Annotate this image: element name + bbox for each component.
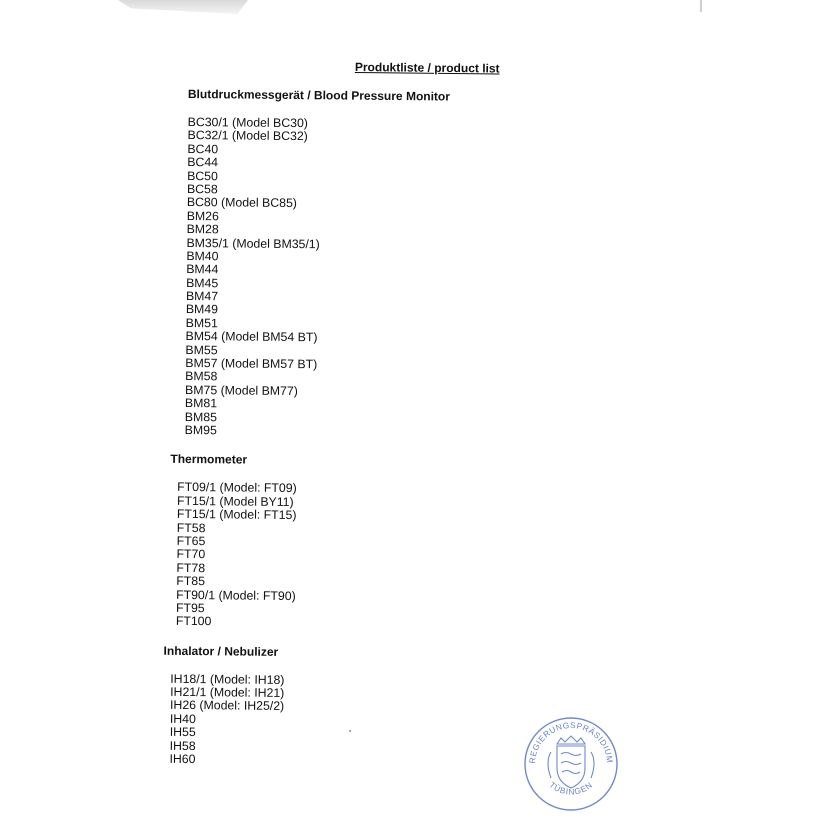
product-item: BM40	[186, 248, 219, 264]
product-item: BM45	[186, 275, 219, 290]
stamp-seal	[521, 712, 621, 812]
product-list	[176, 481, 544, 632]
product-item: BM58	[185, 369, 218, 384]
product-item: FT85	[176, 574, 206, 589]
product-list-content	[163, 86, 548, 784]
product-item: IH60	[169, 751, 196, 767]
section-thermometer	[170, 451, 545, 632]
product-item: FT95	[175, 600, 205, 616]
section-heading: Thermometer	[170, 452, 248, 467]
product-item: BM95	[184, 422, 217, 438]
scan-edge-mark	[700, 0, 702, 12]
product-item: BM47	[185, 289, 219, 304]
product-item: BM55	[185, 342, 218, 357]
product-item: IH55	[169, 725, 196, 740]
section-heading: Inhalator / Nebulizer	[163, 643, 279, 659]
product-item: FT15/1 (Model: FT15)	[176, 507, 297, 523]
stamp-top-text: REGIERUNGSPRÄSIDIUM	[527, 720, 615, 764]
product-item: BM26	[186, 208, 219, 224]
product-list	[169, 673, 542, 770]
product-item: BC44	[187, 155, 219, 170]
section-blood-pressure	[185, 86, 548, 441]
product-item: BM75 (Model BM77)	[185, 382, 298, 398]
product-item: BC30/1 (Model BC30)	[187, 114, 309, 131]
product-item: BM35/1 (Model BM35/1)	[186, 235, 320, 251]
product-item: BM81	[184, 396, 218, 411]
product-item: FT70	[176, 547, 206, 562]
product-item: FT100	[175, 614, 212, 629]
product-list	[185, 116, 548, 441]
product-item: FT09/1 (Model: FT09)	[177, 480, 297, 496]
product-item: BM44	[186, 262, 219, 277]
document-title: Produktliste / product list	[354, 60, 500, 76]
scan-corner-shadow	[118, 0, 248, 14]
official-stamp	[521, 712, 621, 812]
product-item: IH40	[169, 711, 196, 726]
section-inhalator	[163, 643, 542, 770]
product-item: BC40	[187, 141, 219, 157]
section-heading: Blutdruckmessgerät / Blood Pressure Monitor	[187, 86, 451, 104]
product-item: FT15/1 (Model BY11)	[176, 493, 294, 509]
product-item: BC32/1 (Model BC32)	[187, 128, 308, 144]
product-item: BC80 (Model BC85)	[186, 195, 297, 211]
product-item: BM54 (Model BM54 BT)	[185, 329, 318, 345]
product-item: FT65	[176, 533, 206, 549]
product-item: BM28	[186, 222, 219, 237]
product-item: BM49	[185, 302, 219, 317]
stamp-bottom-text: TÜBINGEN	[547, 780, 595, 797]
product-item: IH58	[169, 738, 196, 753]
product-item: IH18/1 (Model: IH18)	[170, 671, 285, 687]
product-item: BM85	[184, 409, 218, 424]
product-item: FT58	[176, 520, 206, 535]
coat-of-arms-icon	[548, 736, 594, 788]
product-item: BC50	[187, 168, 218, 183]
scan-speck	[349, 730, 351, 732]
product-item: IH21/1 (Model: IH21)	[170, 684, 285, 701]
product-item: BM51	[185, 315, 218, 331]
product-item: IH26 (Model: IH25/2)	[169, 698, 285, 714]
product-item: FT90/1 (Model: FT90)	[176, 587, 296, 603]
product-item: FT78	[176, 560, 206, 575]
product-item: BC58	[186, 181, 218, 197]
product-item: BM57 (Model BM57 BT)	[185, 356, 318, 372]
